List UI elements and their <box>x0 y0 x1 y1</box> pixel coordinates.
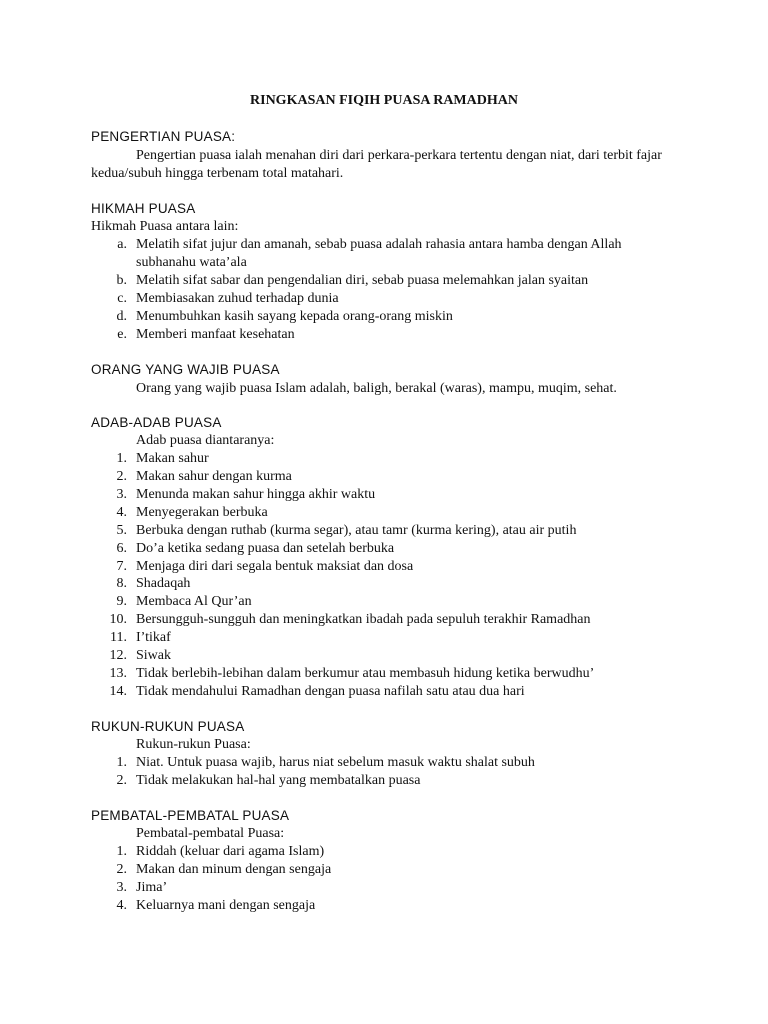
list-item-text: Memberi manfaat kesehatan <box>136 327 295 342</box>
list-item-text: Tidak mendahului Ramadhan dengan puasa nafilah satu atau dua hari <box>136 684 525 699</box>
list-marker: b. <box>116 273 127 288</box>
list-marker: 1. <box>116 755 127 770</box>
list-marker: 4. <box>116 898 127 913</box>
section-heading-adab: ADAB-ADAB PUASA <box>91 415 222 430</box>
list-marker: c. <box>117 291 127 306</box>
wajib-paragraph: Orang yang wajib puasa Islam adalah, baligh, berakal (waras), mampu, muqim, sehat. <box>136 381 617 396</box>
list-item-text: Tidak berlebih-lebihan dalam berkumur atau membasuh hidung ketika berwudhu’ <box>136 666 595 681</box>
list-marker: 7. <box>116 559 127 574</box>
list-item-text: Keluarnya mani dengan sengaja <box>136 898 316 913</box>
list-marker: a. <box>117 237 127 252</box>
list-marker: 8. <box>116 576 127 591</box>
list-marker: 10. <box>109 612 127 627</box>
list-marker: 12. <box>109 648 127 663</box>
list-item-text: Berbuka dengan ruthab (kurma segar), atau tamr (kurma kering), atau air putih <box>136 523 577 538</box>
list-marker: 5. <box>116 523 127 538</box>
list-marker: 2. <box>116 469 127 484</box>
list-marker: 14. <box>109 684 127 699</box>
section-heading-hikmah: HIKMAH PUASA <box>91 201 196 216</box>
adab-intro: Adab puasa diantaranya: <box>136 433 275 448</box>
list-marker: e. <box>117 327 127 342</box>
list-item-text: I’tikaf <box>136 630 171 645</box>
pengertian-paragraph: Pengertian puasa ialah menahan diri dari perkara-perkara tertentu dengan niat, dari terbit fajar kedua/subuh hingga terbenam total matahari. <box>91 148 662 181</box>
list-item-text: Membaca Al Qur’an <box>136 594 252 609</box>
list-item-text: Menumbuhkan kasih sayang kepada orang-orang miskin <box>136 309 453 324</box>
list-item-text: Makan sahur dengan kurma <box>136 469 292 484</box>
list-item-text: Niat. Untuk puasa wajib, harus niat sebelum masuk waktu shalat subuh <box>136 755 535 770</box>
list-marker: 6. <box>116 541 127 556</box>
list-marker: d. <box>116 309 127 324</box>
list-item-text: Tidak melakukan hal-hal yang membatalkan puasa <box>136 773 421 788</box>
list-item-text: Membiasakan zuhud terhadap dunia <box>136 291 339 306</box>
list-marker: 2. <box>116 773 127 788</box>
list-marker: 1. <box>116 451 127 466</box>
rukun-intro: Rukun-rukun Puasa: <box>136 737 251 752</box>
section-heading-pengertian: PENGERTIAN PUASA: <box>91 129 236 144</box>
list-marker: 4. <box>116 505 127 520</box>
list-marker: 9. <box>116 594 127 609</box>
list-item-text: Menjaga diri dari segala bentuk maksiat dan dosa <box>136 559 414 574</box>
pembatal-intro: Pembatal-pembatal Puasa: <box>136 826 285 841</box>
section-heading-wajib: ORANG YANG WAJIB PUASA <box>91 362 280 377</box>
list-marker: 2. <box>116 862 127 877</box>
list-marker: 1. <box>116 844 127 859</box>
list-item-text: Siwak <box>136 648 171 663</box>
document-title: RINGKASAN FIQIH PUASA RAMADHAN <box>250 93 518 108</box>
list-item-text: Menyegerakan berbuka <box>136 505 268 520</box>
list-item-text: Makan sahur <box>136 451 209 466</box>
section-heading-pembatal: PEMBATAL-PEMBATAL PUASA <box>91 808 290 823</box>
list-marker: 3. <box>116 487 127 502</box>
hikmah-intro: Hikmah Puasa antara lain: <box>91 219 239 234</box>
list-item-text: Melatih sifat jujur dan amanah, sebab puasa adalah rahasia antara hamba dengan Allah subhanahu wata’ala <box>136 237 622 270</box>
list-item-text: Jima’ <box>136 880 168 895</box>
list-item-text: Menunda makan sahur hingga akhir waktu <box>136 487 376 502</box>
list-marker: 11. <box>110 630 127 645</box>
list-item-text: Shadaqah <box>136 576 191 591</box>
list-item-text: Makan dan minum dengan sengaja <box>136 862 332 877</box>
list-marker: 13. <box>109 666 127 681</box>
list-item-text: Bersungguh-sungguh dan meningkatkan ibadah pada sepuluh terakhir Ramadhan <box>136 612 591 627</box>
list-marker: 3. <box>116 880 127 895</box>
list-item-text: Do’a ketika sedang puasa dan setelah berbuka <box>136 541 395 556</box>
list-item-text: Riddah (keluar dari agama Islam) <box>136 844 325 859</box>
section-heading-rukun: RUKUN-RUKUN PUASA <box>91 719 245 734</box>
list-item-text: Melatih sifat sabar dan pengendalian diri, sebab puasa melemahkan jalan syaitan <box>136 273 589 288</box>
